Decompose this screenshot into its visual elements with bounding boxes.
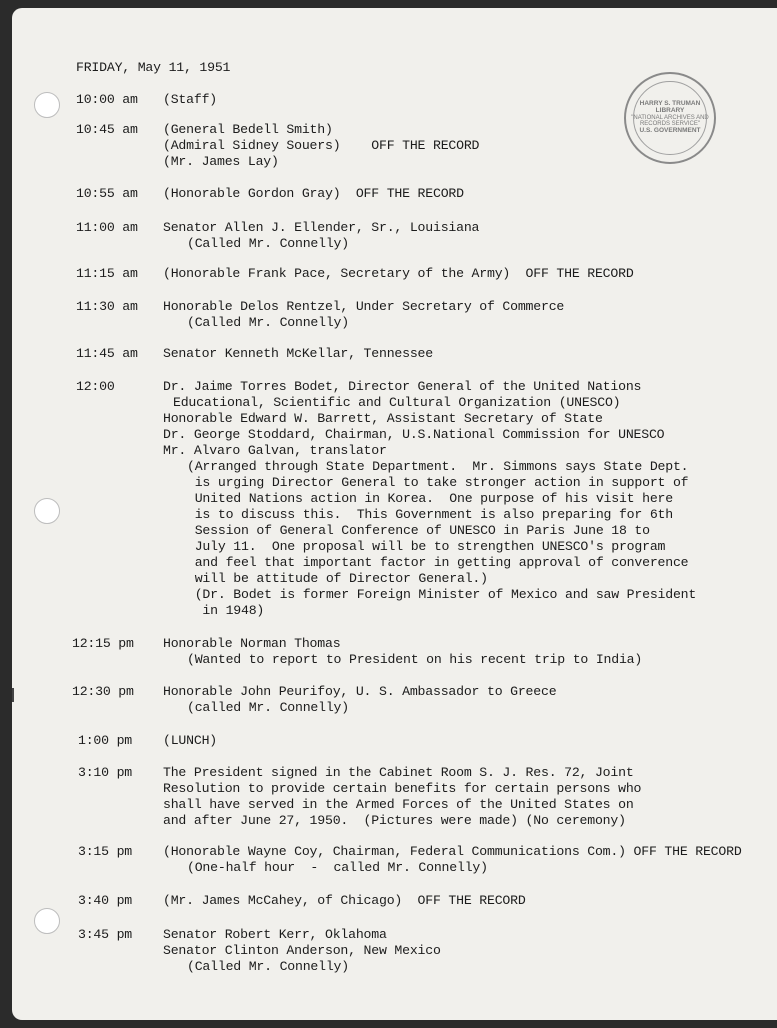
entry-description bbox=[163, 927, 773, 975]
entry-line: (Staff) bbox=[163, 92, 217, 107]
entry-description bbox=[163, 893, 773, 909]
entry-time: 3:10 pm bbox=[78, 765, 132, 780]
entry-time: 11:15 am bbox=[76, 266, 138, 281]
entry-line: (Admiral Sidney Souers) OFF THE RECORD bbox=[163, 138, 480, 153]
entry-line: July 11. One proposal will be to strengthen UNESCO's program bbox=[187, 539, 666, 554]
date-heading: FRIDAY, May 11, 1951 bbox=[76, 60, 231, 75]
entry-time: 10:55 am bbox=[76, 186, 138, 201]
entry-time: 10:00 am bbox=[76, 92, 138, 107]
entry-description bbox=[163, 636, 773, 668]
entry-time: 12:30 pm bbox=[72, 684, 134, 699]
entry-line: Honorable John Peurifoy, U. S. Ambassador to Greece bbox=[163, 684, 557, 699]
document-page bbox=[12, 8, 777, 1020]
entry-line: Resolution to provide certain benefits for certain persons who bbox=[163, 781, 642, 796]
entry-time: 3:15 pm bbox=[78, 844, 132, 859]
punch-hole bbox=[34, 908, 60, 934]
entry-line: Senator Robert Kerr, Oklahoma bbox=[163, 927, 387, 942]
entry-line: (Mr. James Lay) bbox=[163, 154, 279, 169]
entry-line: (Wanted to report to President on his recent trip to India) bbox=[187, 652, 643, 667]
archive-stamp: HARRY S. TRUMAN LIBRARY "NATIONAL ARCHIVES AND RECORDS SERVICE" U.S. GOVERNMENT bbox=[624, 72, 716, 164]
entry-line: (Called Mr. Connelly) bbox=[187, 315, 349, 330]
margin-mark bbox=[12, 688, 14, 702]
entry-line: Honorable Delos Rentzel, Under Secretary of Commerce bbox=[163, 299, 565, 314]
entry-description bbox=[163, 299, 773, 331]
entry-line: is to discuss this. This Government is also preparing for 6th bbox=[187, 507, 673, 522]
entry-line: United Nations action in Korea. One purpose of his visit here bbox=[187, 491, 673, 506]
entry-description bbox=[163, 844, 773, 876]
entry-line: will be attitude of Director General.) bbox=[187, 571, 488, 586]
entry-line: (Dr. Bodet is former Foreign Minister of Mexico and saw President bbox=[187, 587, 697, 602]
entry-description bbox=[163, 733, 773, 749]
entry-time: 11:45 am bbox=[76, 346, 138, 361]
entry-line: (Arranged through State Department. Mr. Simmons says State Dept. bbox=[187, 459, 689, 474]
entry-line: and after June 27, 1950. (Pictures were made) (No ceremony) bbox=[163, 813, 626, 828]
entry-line: shall have served in the Armed Forces of the United States on bbox=[163, 797, 634, 812]
entry-line: Mr. Alvaro Galvan, translator bbox=[163, 443, 387, 458]
entry-time: 11:30 am bbox=[76, 299, 138, 314]
entry-line: Senator Kenneth McKellar, Tennessee bbox=[163, 346, 433, 361]
entry-description bbox=[163, 186, 773, 202]
entry-line: (LUNCH) bbox=[163, 733, 217, 748]
entry-line: Senator Allen J. Ellender, Sr., Louisiana bbox=[163, 220, 480, 235]
entry-time: 3:40 pm bbox=[78, 893, 132, 908]
entry-line: (Called Mr. Connelly) bbox=[187, 959, 349, 974]
entry-description bbox=[163, 379, 773, 619]
entry-time: 10:45 am bbox=[76, 122, 138, 137]
entry-time: 1:00 pm bbox=[78, 733, 132, 748]
entry-time: 11:00 am bbox=[76, 220, 138, 235]
entry-description bbox=[163, 684, 773, 716]
entry-line: Honorable Edward W. Barrett, Assistant Secretary of State bbox=[163, 411, 603, 426]
entry-line: in 1948) bbox=[187, 603, 265, 618]
entry-line: (Honorable Gordon Gray) OFF THE RECORD bbox=[163, 186, 464, 201]
entry-time: 12:00 bbox=[76, 379, 115, 394]
entry-line: (One-half hour - called Mr. Connelly) bbox=[187, 860, 488, 875]
entry-line: and feel that important factor in getting approval of converence bbox=[187, 555, 689, 570]
entry-line: The President signed in the Cabinet Room S. J. Res. 72, Joint bbox=[163, 765, 634, 780]
entry-description bbox=[163, 765, 773, 829]
entry-line: (Honorable Frank Pace, Secretary of the Army) OFF THE RECORD bbox=[163, 266, 634, 281]
entry-description bbox=[163, 92, 773, 108]
entry-line: Dr. George Stoddard, Chairman, U.S.National Commission for UNESCO bbox=[163, 427, 665, 442]
entry-description bbox=[163, 122, 773, 170]
punch-hole bbox=[34, 92, 60, 118]
entry-line: (called Mr. Connelly) bbox=[187, 700, 349, 715]
entry-line: Honorable Norman Thomas bbox=[163, 636, 341, 651]
entry-time: 3:45 pm bbox=[78, 927, 132, 942]
entry-description bbox=[163, 220, 773, 252]
punch-hole bbox=[34, 498, 60, 524]
entry-line: is urging Director General to take stronger action in support of bbox=[187, 475, 689, 490]
entry-line: Senator Clinton Anderson, New Mexico bbox=[163, 943, 441, 958]
entry-time: 12:15 pm bbox=[72, 636, 134, 651]
entry-line: (Mr. James McCahey, of Chicago) OFF THE RECORD bbox=[163, 893, 526, 908]
entry-line: Session of General Conference of UNESCO in Paris June 18 to bbox=[187, 523, 650, 538]
entry-line: Educational, Scientific and Cultural Organization (UNESCO) bbox=[173, 395, 621, 410]
entry-line: (Honorable Wayne Coy, Chairman, Federal Communications Com.) OFF THE RECORD bbox=[163, 844, 742, 859]
entry-description bbox=[163, 346, 773, 362]
entry-description bbox=[163, 266, 773, 282]
entry-line: (General Bedell Smith) bbox=[163, 122, 333, 137]
entry-line: Dr. Jaime Torres Bodet, Director General of the United Nations bbox=[163, 379, 642, 394]
entry-line: (Called Mr. Connelly) bbox=[187, 236, 349, 251]
